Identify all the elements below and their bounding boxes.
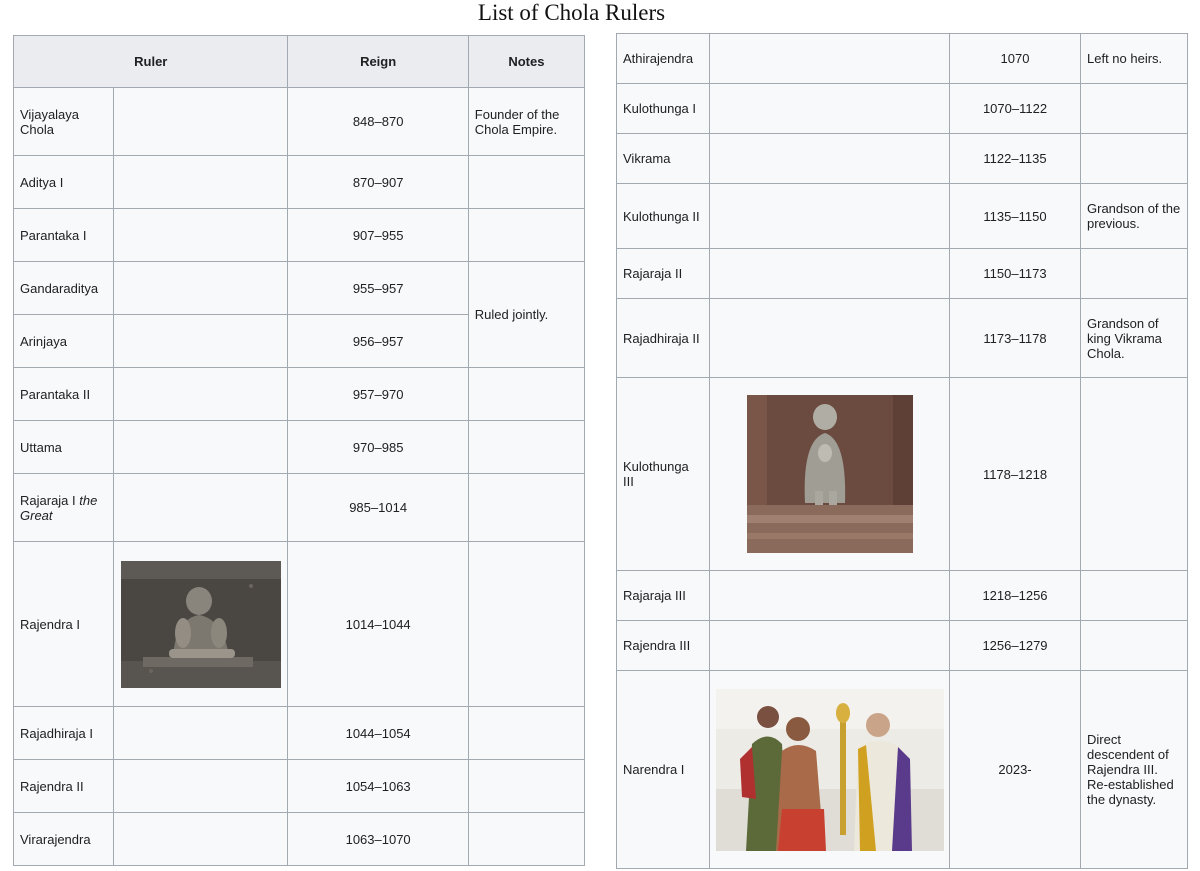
ruler-name: Uttama [14,421,114,474]
ruler-image-cell [710,571,950,621]
reign-cell: 2023- [950,671,1081,869]
notes-cell [1081,571,1188,621]
ruler-name: Gandaraditya [14,262,114,315]
table-row [617,671,1188,869]
reign-cell: 1063–1070 [288,813,468,866]
notes-cell [468,542,584,707]
table-row [14,88,585,156]
notes-cell [468,209,584,262]
statue-sculpture-image [747,395,913,553]
notes-cell [468,156,584,209]
ruler-name: Parantaka II [14,368,114,421]
ruler-name: Kulothunga II [617,184,710,249]
table-row [617,34,1188,84]
table-row [617,134,1188,184]
column-header-notes: Notes [468,36,584,88]
reign-cell: 1044–1054 [288,707,468,760]
ruler-name: Aditya I [14,156,114,209]
ruler-name: Arinjaya [14,315,114,368]
ruler-name: Rajendra I [14,542,114,707]
ruler-name: Kulothunga III [617,378,710,571]
reign-cell: 1070–1122 [950,84,1081,134]
reign-cell: 1178–1218 [950,378,1081,571]
table-row [617,249,1188,299]
table-row [14,156,585,209]
notes-cell [468,760,584,813]
reign-cell: 1135–1150 [950,184,1081,249]
ruler-image-cell [710,299,950,378]
ruler-image-cell [710,621,950,671]
notes-cell: Grandson of king Vikrama Chola. [1081,299,1188,378]
reign-cell: 1070 [950,34,1081,84]
notes-cell [1081,249,1188,299]
reign-cell: 1218–1256 [950,571,1081,621]
reign-cell: 848–870 [288,88,468,156]
table-row [14,262,585,315]
page-title: List of Chola Rulers [477,0,666,25]
reign-cell: 907–955 [288,209,468,262]
notes-cell [1081,134,1188,184]
ruler-image-cell [114,88,288,156]
table-row [14,760,585,813]
ruler-name: Rajendra III [617,621,710,671]
ruler-epithet: the Great [20,492,98,523]
reign-cell: 1150–1173 [950,249,1081,299]
notes-cell: Direct descendent of Rajendra III. Re-established the dynasty. [1081,671,1188,869]
ruler-image-cell [114,262,288,315]
notes-cell [468,707,584,760]
column-header-ruler: Ruler [14,36,288,88]
table-row [617,378,1188,571]
notes-cell: Grandson of the previous. [1081,184,1188,249]
ruler-name: Rajadhiraja II [617,299,710,378]
ruler-name: Narendra I [617,671,710,869]
table-row [617,184,1188,249]
notes-cell [468,813,584,866]
ruler-name: Athirajendra [617,34,710,84]
notes-cell: Founder of the Chola Empire. [468,88,584,156]
reign-cell: 1173–1178 [950,299,1081,378]
ruler-name: Rajaraja III [617,571,710,621]
ruler-image-cell [114,209,288,262]
ruler-name: Vijayalaya Chola [14,88,114,156]
reign-cell: 870–907 [288,156,468,209]
reign-cell: 1014–1044 [288,542,468,707]
ruler-image-cell [114,813,288,866]
ruler-image-cell [114,760,288,813]
ruler-image-cell [710,84,950,134]
ruler-image-cell [114,474,288,542]
ruler-image-cell [710,378,950,571]
table-header-row [14,36,585,88]
ruler-name-cell [14,474,114,542]
ruler-image-cell [114,315,288,368]
ruler-image-cell [114,368,288,421]
reign-cell: 985–1014 [288,474,468,542]
notes-cell: Left no heirs. [1081,34,1188,84]
ruler-name: Parantaka I [14,209,114,262]
ruler-name: Rajadhiraja I [14,707,114,760]
rulers-table-left [13,35,585,866]
ruler-name: Vikrama [617,134,710,184]
table-row [617,571,1188,621]
table-row [14,707,585,760]
notes-cell [1081,378,1188,571]
reign-cell: 1054–1063 [288,760,468,813]
ruler-image-cell [114,156,288,209]
rulers-table-right [616,33,1188,869]
notes-cell [1081,621,1188,671]
ceremony-photo-image [716,689,944,851]
ruler-image-cell [114,421,288,474]
table-row [617,84,1188,134]
ruler-image-cell [710,34,950,84]
table-row [14,813,585,866]
ruler-image-cell [710,134,950,184]
table-row [14,421,585,474]
ruler-image-cell [114,707,288,760]
reign-cell: 1122–1135 [950,134,1081,184]
column-header-reign: Reign [288,36,468,88]
table-row [14,542,585,707]
notes-cell: Ruled jointly. [468,262,584,368]
notes-cell [468,368,584,421]
ruler-name: Rajaraja II [617,249,710,299]
relief-sculpture-image [121,561,281,688]
notes-cell [468,474,584,542]
table-row [14,474,585,542]
reign-cell: 970–985 [288,421,468,474]
reign-cell: 957–970 [288,368,468,421]
ruler-image-cell [710,184,950,249]
reign-cell: 955–957 [288,262,468,315]
ruler-image-cell [114,542,288,707]
notes-cell [468,421,584,474]
ruler-image-cell [710,249,950,299]
reign-cell: 1256–1279 [950,621,1081,671]
table-row [617,299,1188,378]
table-row [617,621,1188,671]
ruler-name: Rajendra II [14,760,114,813]
ruler-name: Virarajendra [14,813,114,866]
ruler-image-cell [710,671,950,869]
table-row [14,209,585,262]
notes-cell [1081,84,1188,134]
ruler-name: Kulothunga I [617,84,710,134]
ruler-name: Rajaraja I [20,492,76,508]
reign-cell: 956–957 [288,315,468,368]
table-row [14,368,585,421]
